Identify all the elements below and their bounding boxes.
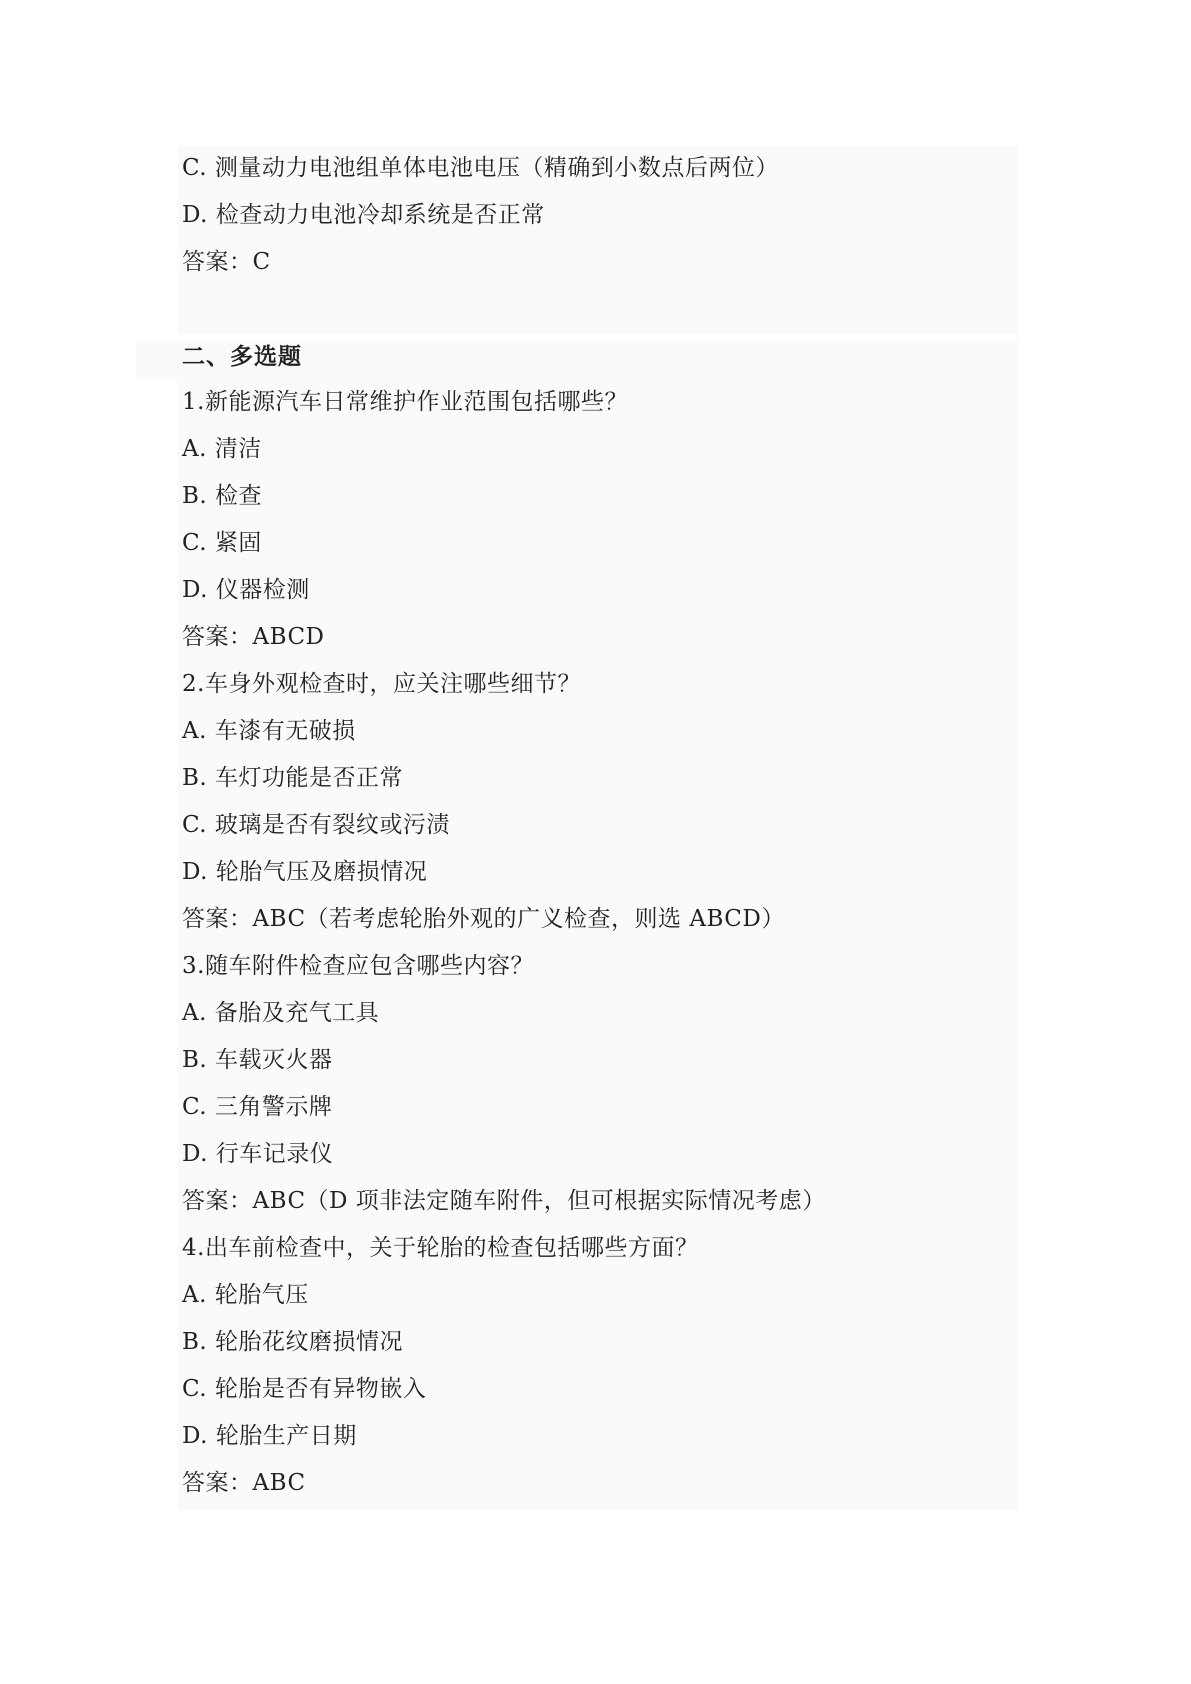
q4-option-c: C. 轮胎是否有异物嵌入 <box>182 1376 427 1402</box>
q4-option-d: D. 轮胎生产日期 <box>182 1423 357 1449</box>
q1-option-d: D. 仪器检测 <box>182 577 310 603</box>
q4-option-b: B. 轮胎花纹磨损情况 <box>182 1329 404 1355</box>
q1-option-c: C. 紧固 <box>182 530 262 556</box>
q1-option-a: A. 清洁 <box>182 436 262 462</box>
q3-answer: 答案：ABC（D 项非法定随车附件，但可根据实际情况考虑） <box>182 1188 826 1214</box>
question-2: 2.车身外观检查时，应关注哪些细节？ <box>182 671 581 697</box>
q2-answer: 答案：ABC（若考虑轮胎外观的广义检查，则选 ABCD） <box>182 906 785 932</box>
question-1: 1.新能源汽车日常维护作业范围包括哪些？ <box>182 389 628 415</box>
q2-option-c: C. 玻璃是否有裂纹或污渍 <box>182 812 450 838</box>
question-4: 4.出车前检查中，关于轮胎的检查包括哪些方面？ <box>182 1235 699 1261</box>
q3-option-d: D. 行车记录仪 <box>182 1141 334 1167</box>
q2-option-a: A. 车漆有无破损 <box>182 718 356 744</box>
q3-option-a: A. 备胎及充气工具 <box>182 1000 380 1026</box>
q4-option-a: A. 轮胎气压 <box>182 1282 309 1308</box>
q4-answer: 答案：ABC <box>182 1470 306 1496</box>
question-3: 3.随车附件检查应包含哪些内容？ <box>182 953 534 979</box>
answer: 答案：C <box>182 249 271 275</box>
q2-option-d: D. 轮胎气压及磨损情况 <box>182 859 428 885</box>
q1-answer: 答案：ABCD <box>182 624 325 650</box>
q3-option-c: C. 三角警示牌 <box>182 1094 333 1120</box>
option-d: D. 检查动力电池冷却系统是否正常 <box>182 202 545 228</box>
q3-option-b: B. 车载灭火器 <box>182 1047 333 1073</box>
section-heading: 二、多选题 <box>182 344 302 370</box>
q2-option-b: B. 车灯功能是否正常 <box>182 765 404 791</box>
q1-option-b: B. 检查 <box>182 483 263 509</box>
option-c: C. 测量动力电池组单体电池电压（精确到小数点后两位） <box>182 155 779 181</box>
